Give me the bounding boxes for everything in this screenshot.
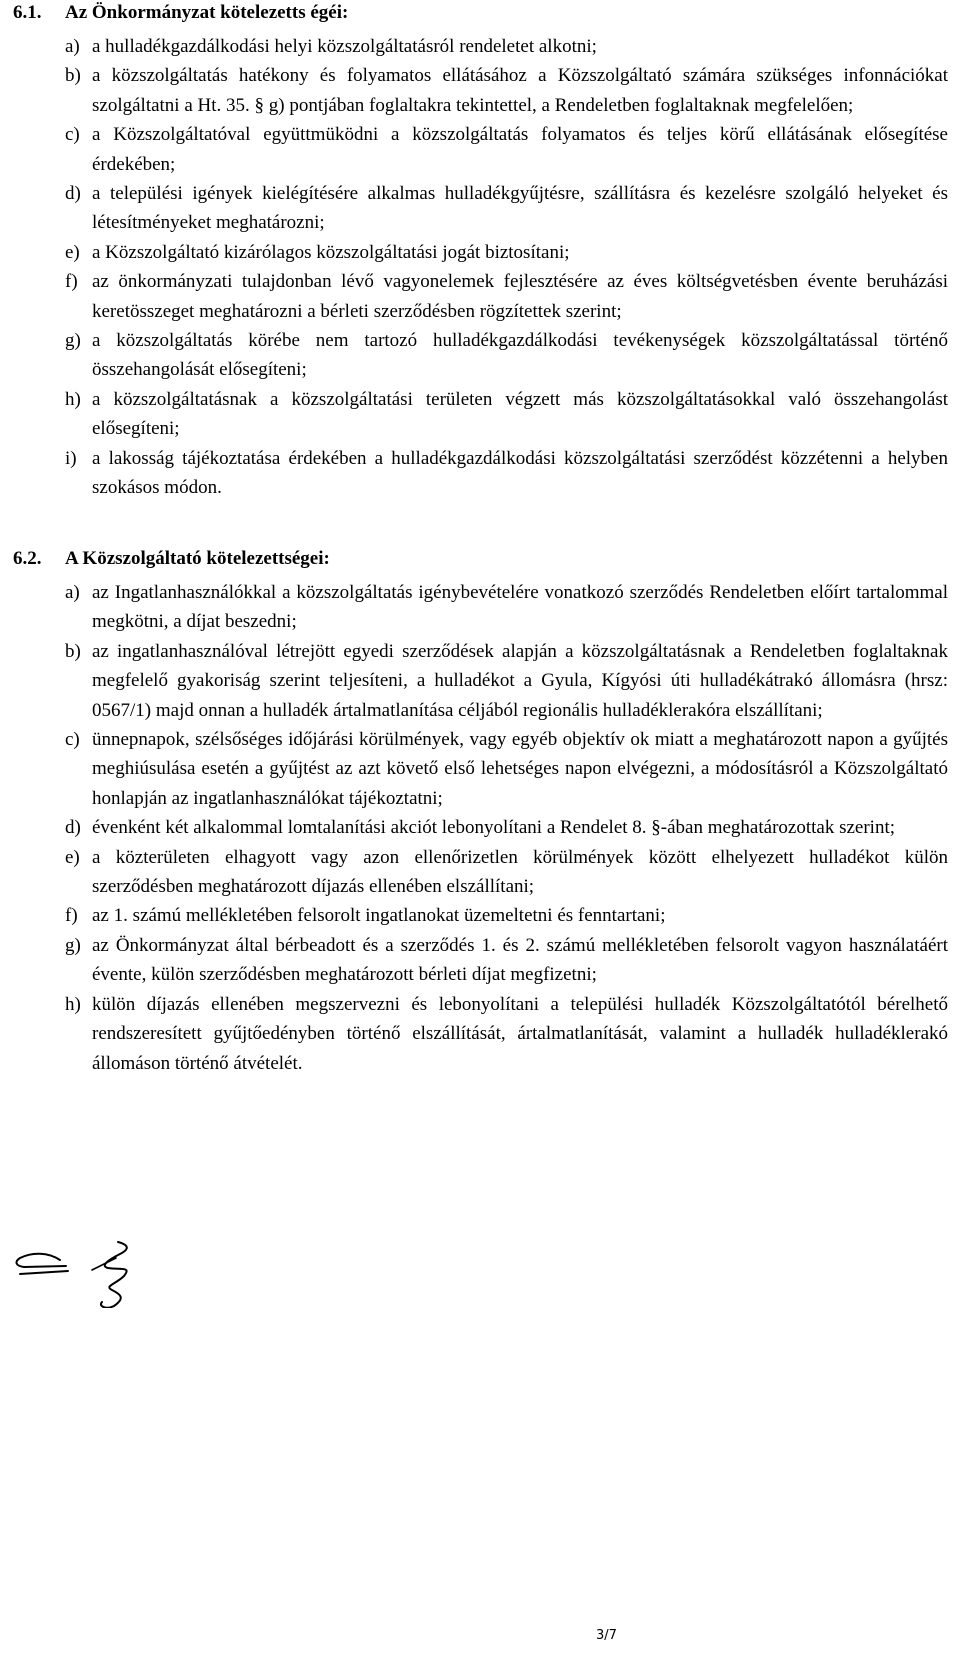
- section-title: Az Önkormányzat kötelezetts égéi:: [65, 2, 349, 23]
- section-6-2: [0, 548, 960, 1078]
- item-letter: h): [65, 993, 81, 1015]
- item-letter: e): [65, 241, 80, 263]
- page-number: 3/7: [596, 1628, 617, 1643]
- list-item: [0, 637, 960, 725]
- item-text: a közszolgáltatásnak a közszolgáltatási területen végzett más közszolgáltatásokkal való összehangolást elősegíteni;: [92, 388, 948, 440]
- item-letter: f): [65, 905, 78, 927]
- section-number: 6.2.: [13, 548, 42, 569]
- item-letter: a): [65, 582, 80, 603]
- list-item: [0, 843, 960, 902]
- list-item: [0, 267, 960, 326]
- item-text: évenként két alkalommal lomtalanítási akciót lebonyolítani a Rendelet 8. §-ában meghatározottak szerint;: [92, 817, 896, 839]
- item-letter: g): [65, 330, 81, 352]
- item-text: a hulladékgazdálkodási helyi közszolgáltatásról rendeletet alkotni;: [92, 36, 597, 57]
- section-heading: [0, 548, 960, 578]
- item-text: az Önkormányzat által bérbeadott és a szerződés 1. és 2. számú mellékletében felsorolt vagyon használatáért évente, külön szerződésben meghatározott bérleti díjat megfizetni;: [92, 934, 948, 986]
- list-item: [0, 120, 960, 179]
- item-letter: c): [65, 124, 80, 146]
- item-text: a közszolgáltatás körébe nem tartozó hulladékgazdálkodási tevékenységek közszolgáltatással történő összehangolását elősegíteni;: [92, 330, 948, 381]
- list-item: [0, 725, 960, 813]
- item-text: az ingatlanhasználóval létrejött egyedi szerződések alapján a közszolgáltatásnak a Rendeletben foglaltaknak megfelelő gyakoriság szerint teljesíteni, a hulladékot a Gyula, Kígyósi úti hulladékátrakó állomásra (hrsz: 0567/1) majd onnan a hulladék ártalmatlanítása céljából regionális hulladéklerakóra elszállítani;: [92, 640, 948, 721]
- item-letter: g): [65, 934, 81, 956]
- list-item: [0, 32, 960, 61]
- list-item: [0, 901, 960, 930]
- item-letter: a): [65, 36, 80, 57]
- item-letter: b): [65, 640, 81, 662]
- list-item: [0, 578, 960, 637]
- item-letter: e): [65, 846, 80, 868]
- obligation-list: [0, 578, 960, 1078]
- list-item: [0, 813, 960, 842]
- section-heading: [0, 2, 960, 32]
- list-item: [0, 179, 960, 238]
- item-text: a Közszolgáltatóval együttmüködni a közszolgáltatás folyamatos és teljes körű ellátásának elősegítése érdekében;: [92, 124, 948, 175]
- obligation-list: [0, 32, 960, 503]
- item-text: a közszolgáltatás hatékony és folyamatos ellátásához a Közszolgáltató számára szükséges infonnációkat szolgáltatni a Ht. 35. § g) pontjában foglaltakra tekintettel, a Rendeletben foglaltaknak megfelelően;: [92, 65, 948, 116]
- section-number: 6.1.: [13, 2, 42, 23]
- list-item: [0, 990, 960, 1078]
- item-text: az 1. számú mellékletében felsorolt ingatlanokat üzemeltetni és fenntartani;: [92, 905, 666, 927]
- item-text: a közterületen elhagyott vagy azon ellenőrizetlen körülmények között elhelyezett hulladékot külön szerződésben meghatározott díjazás ellenében elszállítani;: [92, 846, 948, 898]
- item-letter: b): [65, 65, 81, 87]
- item-letter: c): [65, 729, 80, 751]
- list-item: [0, 385, 960, 444]
- item-text: a lakosság tájékoztatása érdekében a hulladékgazdálkodási közszolgáltatási szerződést közzétenni a helyben szokásos módon.: [92, 447, 948, 499]
- item-text: külön díjazás ellenében megszervezni és lebonyolítani a települési hulladék Közszolgáltatótól bérelhető rendszeresített gyűjtőedényben történő elszállítását, ártalmatlanítását, valamint a hulladék hulladéklerakó állomáson történő átvételét.: [92, 993, 948, 1074]
- item-text: a települési igények kielégítésére alkalmas hulladékgyűjtésre, szállításra és kezelésre szolgáló helyeket és létesítményeket meghatározni;: [92, 183, 948, 234]
- item-letter: i): [65, 447, 77, 469]
- section-title: A Közszolgáltató kötelezettségei:: [65, 548, 330, 569]
- list-item: [0, 444, 960, 503]
- list-item: [0, 238, 960, 267]
- list-item: [0, 931, 960, 990]
- item-text: az önkormányzati tulajdonban lévő vagyonelemek fejlesztésére az éves költségvetésben évente beruházási keretösszeget meghatározni a bérleti szerződésben rögzítettek szerint;: [92, 271, 948, 322]
- item-letter: d): [65, 817, 81, 839]
- item-text: ünnepnapok, szélsőséges időjárási körülmények, vagy egyéb objektív ok miatt a meghatározott napon a gyűjtés meghiúsulása esetén a gyűjtést az azt követő első lehetséges napon elvégezni, a módosításról a Közszolgáltató honlapján az ingatlanhasználókat tájékoztatni;: [92, 729, 948, 809]
- item-letter: f): [65, 271, 78, 293]
- list-item: [0, 61, 960, 120]
- item-text: a Közszolgáltató kizárólagos közszolgáltatási jogát biztosítani;: [92, 241, 570, 263]
- section-6-1: [0, 2, 960, 503]
- item-letter: h): [65, 388, 81, 410]
- item-letter: d): [65, 183, 81, 205]
- list-item: [0, 326, 960, 385]
- handwritten-signature: [8, 1236, 148, 1308]
- item-text: az Ingatlanhasználókkal a közszolgáltatás igénybevételére vonatkozó szerződés Rendeletben előírt tartalommal megkötni, a díjat beszedni;: [92, 582, 948, 633]
